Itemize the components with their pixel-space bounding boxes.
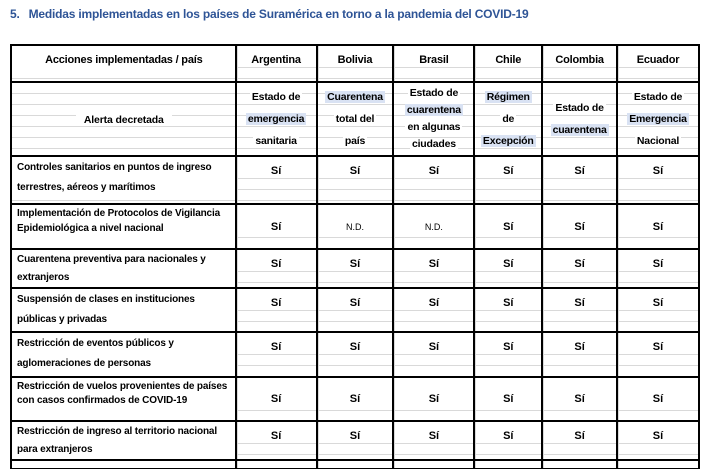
value-cell: Sí bbox=[542, 156, 617, 204]
value-cell: Sí bbox=[236, 332, 317, 377]
value-cell: N.D. bbox=[393, 204, 474, 249]
row-label-cell: Restricción de ingreso al territorio nacional para extranjeros bbox=[11, 421, 236, 460]
row-label-cell: Restricción de eventos públicos y aglomeraciones de personas bbox=[11, 332, 236, 377]
spacer-cell bbox=[317, 460, 394, 469]
highlighted-term: Cuarentena bbox=[327, 91, 383, 103]
value-cell: Sí bbox=[236, 204, 317, 249]
value-cell: Sí bbox=[542, 288, 617, 332]
alert-term: Nacional bbox=[636, 135, 680, 147]
row-label-cell: Cuarentena preventiva para nacionales y extranjeros bbox=[11, 249, 236, 288]
value-cell: Sí bbox=[474, 204, 542, 249]
value-cell: Sí bbox=[317, 288, 394, 332]
value-cell: Sí bbox=[542, 249, 617, 288]
value-cell: Sí bbox=[542, 332, 617, 377]
value-cell: Sí bbox=[236, 288, 317, 332]
value-cell: Sí bbox=[474, 377, 542, 421]
alert-term: de bbox=[502, 113, 515, 125]
column-header-bolivia: Bolivia bbox=[317, 45, 394, 82]
alert-cell-brasil bbox=[393, 82, 474, 156]
alert-line bbox=[543, 119, 616, 141]
value-cell: Sí bbox=[393, 156, 474, 204]
value-cell: Sí bbox=[617, 421, 699, 460]
value-cell: Sí bbox=[393, 332, 474, 377]
highlighted-term: Emergencia bbox=[629, 113, 687, 125]
alert-line bbox=[318, 108, 393, 130]
value-cell: Sí bbox=[317, 421, 394, 460]
value-cell: Sí bbox=[617, 156, 699, 204]
alert-line bbox=[318, 86, 393, 108]
alert-line bbox=[394, 102, 473, 119]
value-cell: Sí bbox=[236, 421, 317, 460]
value-cell: Sí bbox=[393, 249, 474, 288]
value-cell: Sí bbox=[317, 332, 394, 377]
spacer-cell bbox=[393, 460, 474, 469]
alert-line bbox=[475, 108, 541, 130]
highlighted-term: Excepción bbox=[482, 135, 534, 147]
value-cell: Sí bbox=[393, 288, 474, 332]
alert-decretada-row bbox=[11, 82, 699, 156]
alert-line bbox=[237, 108, 316, 130]
spacer-cell bbox=[474, 460, 542, 469]
alert-row-label: Alerta decretada bbox=[76, 114, 172, 126]
alert-line bbox=[237, 86, 316, 108]
alert-term: total del bbox=[335, 113, 375, 125]
alert-term: país bbox=[344, 135, 366, 147]
highlighted-term: cuarentena bbox=[552, 124, 607, 136]
value-cell: Sí bbox=[317, 377, 394, 421]
alert-term: Estado de bbox=[555, 102, 604, 114]
row-label-cell: Implementación de Protocolos de Vigilancia Epidemiológica a nivel nacional bbox=[11, 204, 236, 249]
alert-line bbox=[394, 136, 473, 153]
alert-line bbox=[318, 130, 393, 152]
highlighted-term: cuarentena bbox=[406, 104, 461, 116]
alert-cell-colombia bbox=[542, 82, 617, 156]
value-cell: Sí bbox=[617, 288, 699, 332]
alert-row-label-cell bbox=[11, 82, 236, 156]
measures-table bbox=[10, 44, 700, 469]
value-cell: Sí bbox=[393, 421, 474, 460]
highlighted-term: Régimen bbox=[486, 91, 530, 103]
value-cell: Sí bbox=[474, 156, 542, 204]
highlighted-term: emergencia bbox=[247, 113, 305, 125]
alert-line bbox=[394, 85, 473, 102]
table-row bbox=[11, 332, 699, 377]
alert-line bbox=[618, 108, 698, 130]
value-cell: Sí bbox=[542, 421, 617, 460]
column-header-ecuador: Ecuador bbox=[617, 45, 699, 82]
value-cell: N.D. bbox=[317, 204, 394, 249]
spacer-cell bbox=[542, 460, 617, 469]
column-header-argentina: Argentina bbox=[236, 45, 317, 82]
table-row bbox=[11, 288, 699, 332]
value-cell: Sí bbox=[617, 249, 699, 288]
column-header-brasil: Brasil bbox=[393, 45, 474, 82]
alert-line bbox=[543, 97, 616, 119]
table-row bbox=[11, 204, 699, 249]
table-row bbox=[11, 249, 699, 288]
alert-cell-argentina bbox=[236, 82, 317, 156]
spacer-cell bbox=[617, 460, 699, 469]
spacer-cell bbox=[11, 460, 236, 469]
column-header-chile: Chile bbox=[474, 45, 542, 82]
column-header-acciones: Acciones implementadas / país bbox=[11, 45, 236, 82]
alert-line bbox=[394, 119, 473, 136]
table-row bbox=[11, 377, 699, 421]
value-cell: Sí bbox=[474, 249, 542, 288]
alert-term: sanitaria bbox=[255, 135, 297, 147]
value-cell: Sí bbox=[474, 421, 542, 460]
alert-line bbox=[618, 130, 698, 152]
spacer-cell bbox=[236, 460, 317, 469]
value-cell: Sí bbox=[317, 156, 394, 204]
value-cell: Sí bbox=[617, 332, 699, 377]
section-title bbox=[10, 7, 528, 21]
alert-term: Estado de bbox=[633, 91, 683, 103]
section-title-text: Medidas implementadas en los países de Suramérica en torno a la pandemia del COVID-19 bbox=[28, 7, 529, 21]
value-cell: Sí bbox=[542, 204, 617, 249]
alert-term: Estado de bbox=[251, 91, 301, 103]
alert-cell-chile bbox=[474, 82, 542, 156]
value-cell: Sí bbox=[617, 377, 699, 421]
value-cell: Sí bbox=[236, 249, 317, 288]
table-row bbox=[11, 156, 699, 204]
value-cell: Sí bbox=[236, 156, 317, 204]
alert-line bbox=[618, 86, 698, 108]
row-label-cell: Suspensión de clases en instituciones públicas y privadas bbox=[11, 288, 236, 332]
table-bottom-spacer-row bbox=[11, 460, 699, 469]
value-cell: Sí bbox=[317, 249, 394, 288]
row-label-cell: Restricción de vuelos provenientes de países con casos confirmados de COVID-19 bbox=[11, 377, 236, 421]
value-cell: Sí bbox=[617, 204, 699, 249]
table-header-row bbox=[11, 45, 699, 82]
value-cell: Sí bbox=[474, 288, 542, 332]
value-cell: Sí bbox=[236, 377, 317, 421]
alert-term: en algunas bbox=[407, 121, 461, 133]
alert-line bbox=[475, 130, 541, 152]
column-header-colombia: Colombia bbox=[542, 45, 617, 82]
alert-term: Estado de bbox=[409, 87, 459, 99]
section-number: 5. bbox=[10, 7, 20, 21]
alert-cell-ecuador bbox=[617, 82, 699, 156]
alert-term: ciudades bbox=[411, 138, 456, 150]
alert-line bbox=[475, 86, 541, 108]
alert-cell-bolivia bbox=[317, 82, 394, 156]
value-cell: Sí bbox=[542, 377, 617, 421]
value-cell: Sí bbox=[474, 332, 542, 377]
alert-line bbox=[237, 130, 316, 152]
table-row bbox=[11, 421, 699, 460]
row-label-cell: Controles sanitarios en puntos de ingreso terrestres, aéreos y marítimos bbox=[11, 156, 236, 204]
value-cell: Sí bbox=[393, 377, 474, 421]
